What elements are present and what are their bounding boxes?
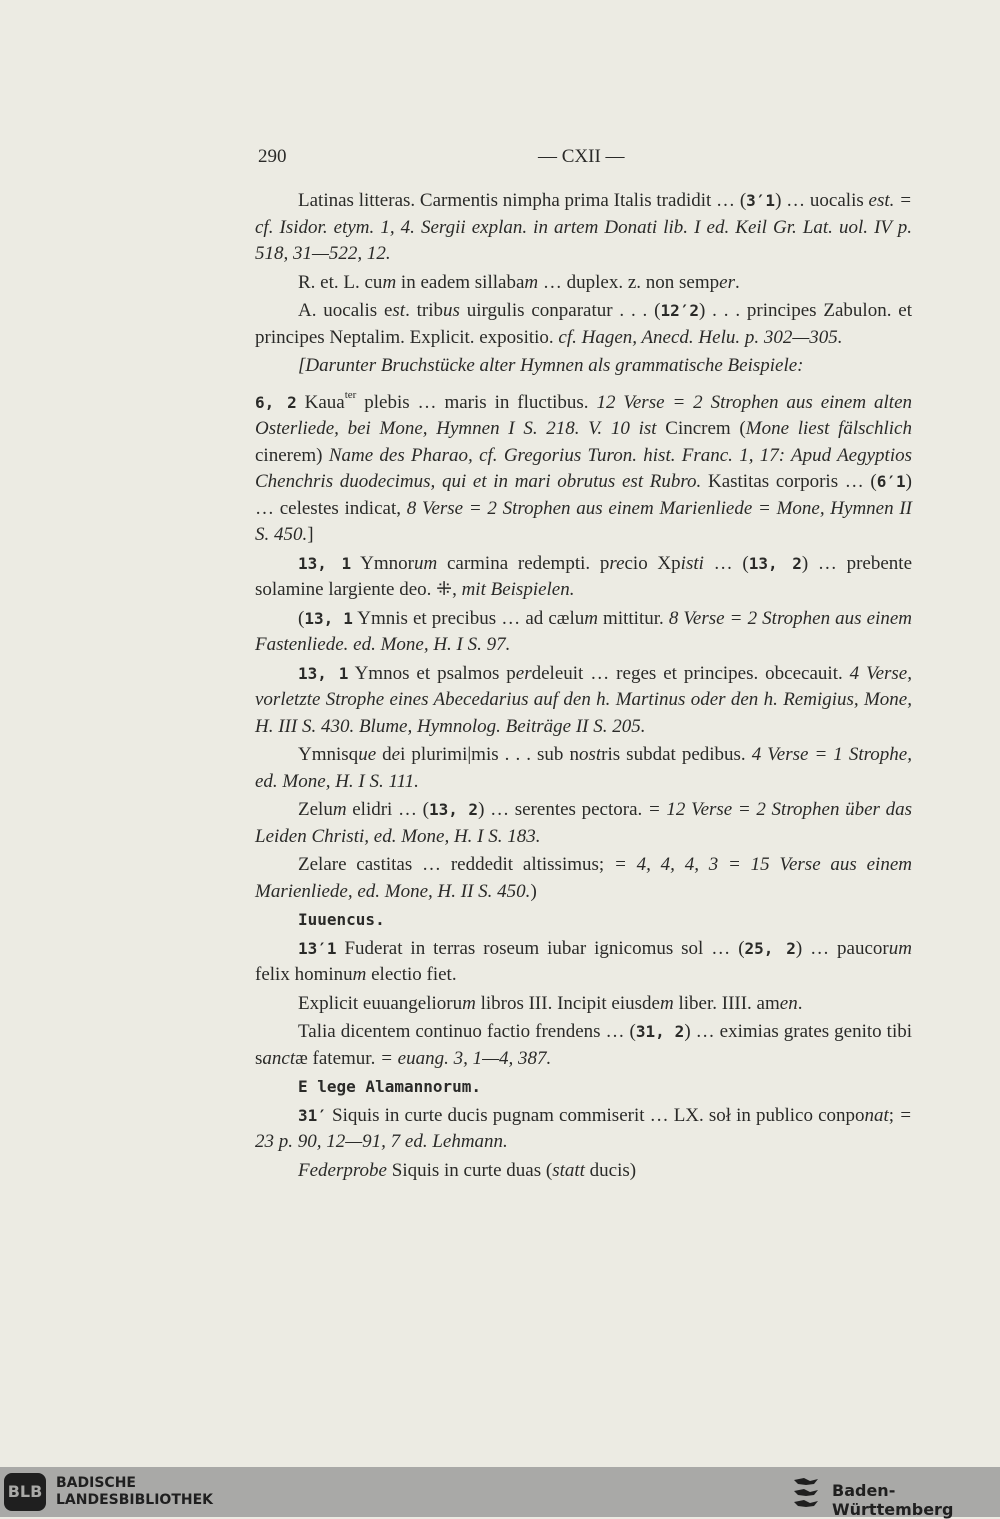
text: Kastitas corporis … (: [701, 471, 877, 492]
italic-text: nat: [864, 1104, 889, 1126]
italic-text: en: [779, 992, 798, 1014]
italic-text: um: [888, 937, 912, 959]
italic-text: um: [414, 552, 438, 574]
italic-text: = 12 Verse = 2 Strophen über das Leiden Christi, ed. Mone, H. I S. 183.: [255, 799, 912, 847]
superscript: ter: [344, 388, 357, 401]
italic-text: isti: [680, 552, 704, 574]
paragraph: [255, 606, 912, 659]
paragraph: [255, 1074, 912, 1101]
text: d: [376, 744, 392, 765]
page-header: [258, 146, 913, 172]
text: ) … eximias grates genito tibi s: [255, 1021, 912, 1069]
text: Siquis in curte duas (: [387, 1159, 553, 1181]
text: felix hominu: [255, 964, 353, 985]
italic-text: m: [524, 271, 539, 293]
italic-text: er: [719, 271, 735, 293]
reference-number: 31′: [298, 1105, 327, 1125]
text: mittitur.: [597, 607, 669, 629]
italic-text: Name des Pharao, cf. Gregorius Turon. hist. Franc. 1, 17: Apud Aegyptios Chenchris duodecimus, qui et in mari obrutus est Rubro.: [255, 444, 913, 492]
text: ) … serentes pectora.: [478, 799, 648, 820]
text: A. uocalis e: [298, 300, 393, 321]
text: cio Xp: [624, 552, 681, 574]
paragraph: [255, 353, 912, 380]
italic-text: m: [659, 992, 674, 1014]
text: ) … uocalis: [775, 190, 869, 211]
text: ): [530, 880, 537, 902]
italic-text: ost: [578, 744, 602, 765]
paragraph: [255, 1103, 912, 1156]
text: ) … paucor: [795, 937, 889, 959]
italic-text: 8 Verse = 2 Strophen aus einem Fastenliede. ed. Mone, H. I S. 97.: [255, 607, 912, 655]
text: deleuit … reges et principes. obcecauit.: [531, 662, 850, 684]
state-lions-icon: [790, 1475, 822, 1509]
italic-text: cf. Hagen, Anecd. Helu. p. 302—305.: [558, 326, 843, 348]
paragraph: [255, 551, 912, 604]
reference-number: 31, 2: [635, 1022, 685, 1041]
italic-text: 4 Verse = 1 Strophe, ed. Mone, H. I S. 111.: [255, 744, 912, 792]
reference-number: 13′1: [298, 938, 337, 958]
reference-number: Iuuencus.: [298, 910, 385, 929]
reference-number: 6, 2: [255, 392, 297, 412]
text: plebis … maris in fluctibus.: [356, 391, 597, 413]
reference-number: 25, 2: [744, 938, 796, 958]
italic-text: m: [584, 607, 598, 629]
text: Talia dicentem continuo factio frendens … (: [298, 1021, 636, 1042]
paragraph: [255, 742, 912, 795]
text: Ymnor: [351, 552, 414, 574]
text: .: [797, 992, 803, 1014]
library-name[interactable]: [56, 1475, 213, 1509]
italic-text: Mone liest fälschlich: [745, 418, 912, 439]
italic-text: [Darunter Bruchstücke alter Hymnen als grammatische Beispiele:: [298, 355, 804, 376]
text: Zelu: [298, 799, 333, 820]
paragraph: [255, 661, 912, 741]
reference-number: 13, 2: [428, 800, 479, 819]
text: Latinas litteras. Carmentis nimpha prima Italis tradidit … (: [298, 190, 747, 211]
text: Zelare castitas … reddedit altissimus;: [298, 854, 614, 875]
paragraph: [255, 852, 912, 905]
italic-text: Federprobe: [298, 1159, 387, 1181]
reference-number: 13, 1: [304, 608, 353, 628]
library-name-line1: BADISCHE: [56, 1475, 136, 1491]
reference-number: 6′1: [876, 472, 906, 491]
italic-text: m: [462, 992, 476, 1014]
italic-text: 4 Verse, vorletzte Strophe eines Abecedarius auf den h. Martinus oder den h. Remigius, Mone, H. III S. 430. Blume, Hymnolog. Beiträge II S. 205.: [255, 662, 912, 737]
text: elidri … (: [346, 799, 429, 820]
text: carmina redempti. p: [437, 552, 610, 574]
footer-bar: [0, 1467, 1000, 1517]
italic-text: = euang. 3, 1—4, 387.: [380, 1047, 552, 1069]
italic-text: mit Beispielen.: [461, 579, 575, 600]
italic-text: ue: [358, 744, 377, 765]
italic-text: statt: [552, 1159, 585, 1181]
italic-text: = 4, 4, 4, 3 = 15 Verse aus einem Marienliede, ed. Mone, H. II S. 450.: [255, 854, 912, 902]
reference-number: E lege Alamannorum.: [298, 1077, 482, 1096]
text: ;: [888, 1104, 900, 1126]
reference-number: 3′1: [746, 191, 776, 210]
text: liber. IIII. am: [673, 992, 780, 1014]
text: Ymnos et psalmos p: [348, 662, 516, 684]
text: .: [734, 271, 740, 293]
text: . trib: [405, 300, 444, 321]
text: cinerem): [255, 444, 329, 466]
text: Cincrem (: [656, 418, 746, 439]
italic-text: m: [332, 799, 347, 820]
text: Siquis in curte ducis pugnam commiserit … LX. soł in publico conpo: [326, 1104, 865, 1126]
reference-number: 13, 1: [298, 663, 349, 683]
state-name[interactable]: Baden-Württemberg: [832, 1481, 954, 1519]
text: … duplex. z. non semp: [538, 271, 720, 293]
paragraph: [255, 188, 912, 268]
paragraph: [255, 382, 912, 549]
text: ) … prebente solamine largiente deo. ⁜,: [255, 552, 913, 600]
running-title: — CXII —: [538, 146, 625, 167]
text: … (: [703, 552, 749, 574]
text: Explicit euuangelioru: [298, 992, 463, 1014]
text: (: [298, 607, 305, 629]
text: ]: [307, 524, 314, 545]
text: Ymnisq: [298, 744, 359, 765]
page-body: [255, 188, 912, 1186]
page-number: 290: [258, 146, 287, 167]
italic-text: est. = cf. Isidor. etym. 1, 4. Sergii explan. in artem Donati lib. I ed. Keil Gr. Lat. uol. IV p. 518, 31—522, 12.: [255, 190, 912, 264]
italic-text: m: [382, 271, 397, 293]
italic-text: anct: [262, 1047, 296, 1069]
text: ducis): [584, 1159, 637, 1181]
library-name-line2: LANDESBIBLIOTHEK: [56, 1492, 214, 1508]
text: æ fatemur.: [295, 1047, 381, 1069]
paragraph: [255, 797, 912, 850]
italic-text: e: [391, 744, 401, 765]
paragraph: [255, 907, 912, 934]
text: Ymnis et precibus … ad cælu: [352, 607, 585, 629]
italic-text: er: [515, 662, 532, 684]
italic-text: m: [352, 964, 367, 985]
reference-number: 12′2: [660, 301, 699, 320]
paragraph: [255, 1158, 912, 1185]
text: R. et. L. cu: [298, 271, 383, 293]
blb-logo[interactable]: BLB: [4, 1473, 46, 1511]
text: libros III. Incipit eiusde: [475, 992, 660, 1014]
text: ris subdat pedibus.: [601, 744, 752, 765]
paragraph: [255, 991, 912, 1018]
italic-text: us: [443, 300, 460, 321]
text: ) … celestes indicat,: [255, 471, 912, 519]
text: uirgulis conparatur . . . (: [459, 300, 661, 321]
paragraph: [255, 1019, 912, 1072]
text: Fuderat in terras roseum iubar ignicomus sol … (: [336, 937, 745, 959]
text: Kaua: [296, 391, 345, 413]
italic-text: = 23 p. 90, 12—91, 7 ed. Lehmann.: [255, 1104, 912, 1152]
italic-text: 8 Verse = 2 Strophen aus einem Marienliede = Mone, Hymnen II S. 450.: [255, 497, 912, 545]
text: i plurimi|mis . . . sub n: [400, 744, 579, 765]
text: ) . . . principes Zabulon. et principes Neptalim. Explicit. expositio.: [255, 300, 912, 348]
italic-text: st: [392, 300, 406, 321]
italic-text: 12 Verse = 2 Strophen aus einem alten Osterliede, bei Mone, Hymnen I S. 218. V. 10 ist: [255, 391, 912, 439]
reference-number: 13, 1: [298, 553, 352, 573]
paragraph: [255, 298, 912, 351]
reference-number: 13, 2: [748, 553, 802, 573]
text: electio fiet.: [366, 964, 457, 985]
italic-text: re: [609, 552, 625, 574]
paragraph: [255, 936, 912, 989]
text: in eadem sillaba: [396, 271, 525, 293]
paragraph: [255, 270, 912, 297]
